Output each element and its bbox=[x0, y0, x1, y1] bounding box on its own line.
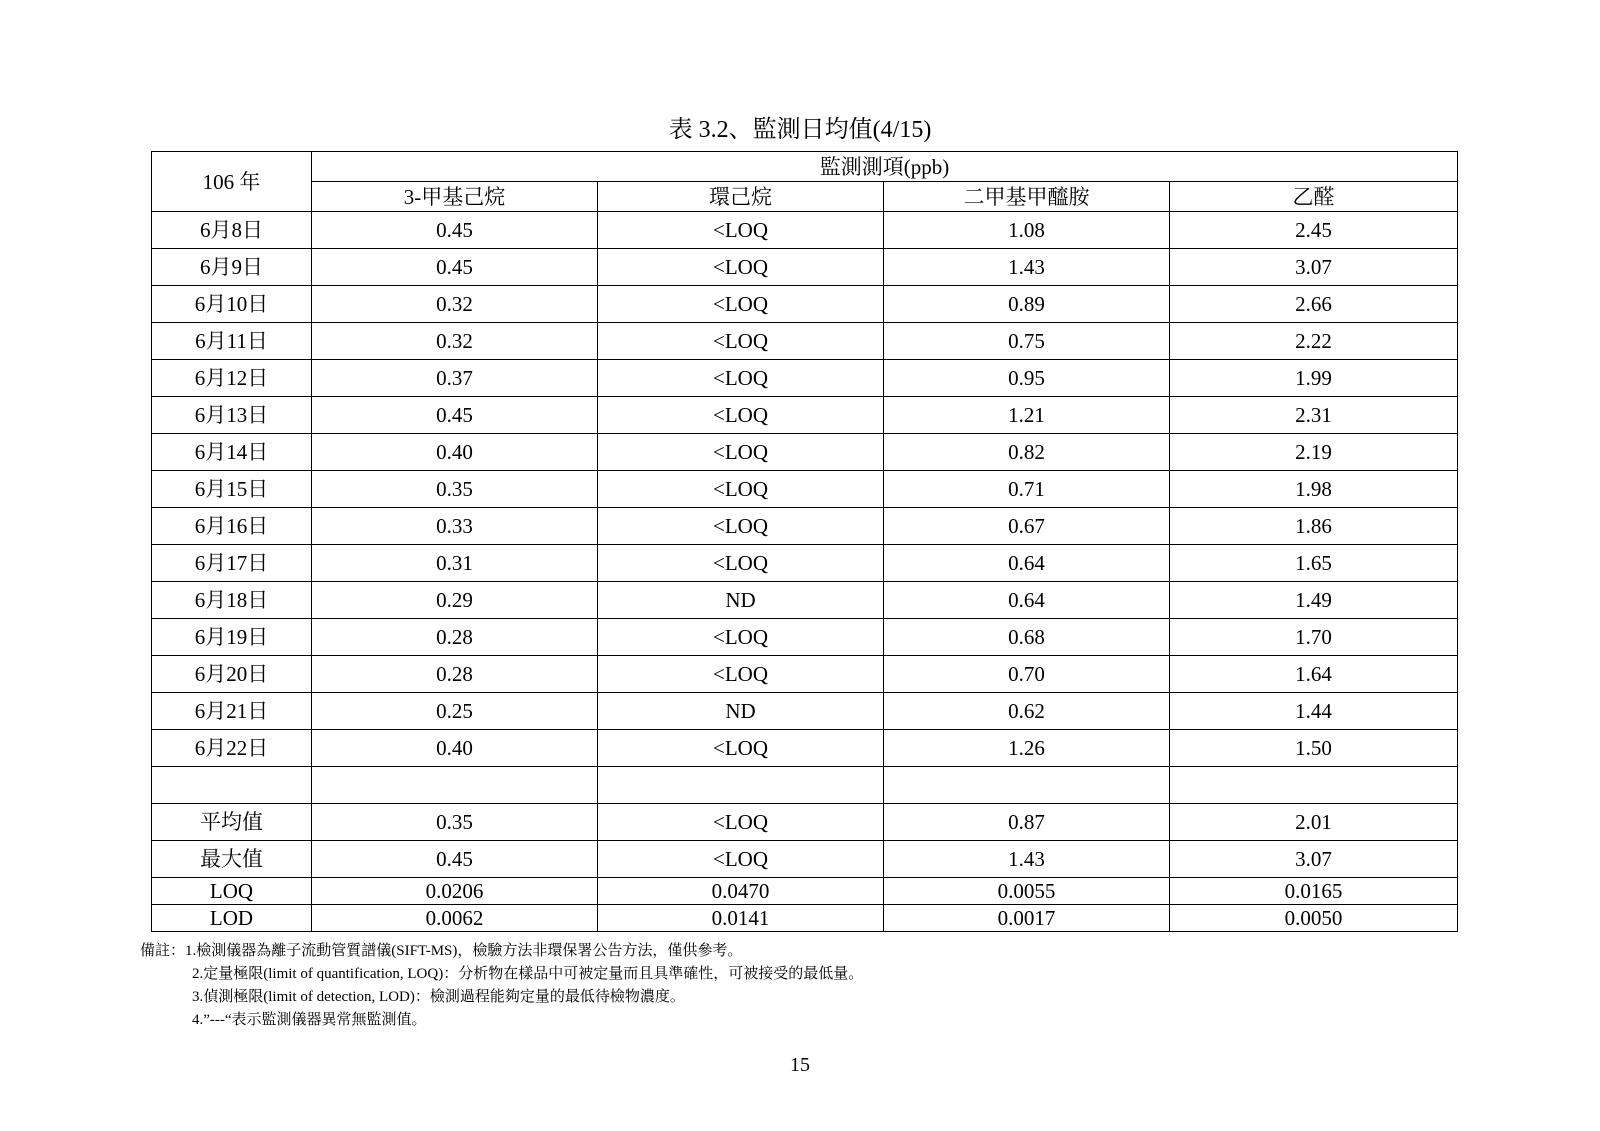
cell-value: <LOQ bbox=[598, 804, 884, 841]
cell-value: 0.0206 bbox=[312, 878, 598, 905]
header-row-top bbox=[152, 152, 1458, 182]
limit-row bbox=[152, 905, 1458, 932]
cell-value: <LOQ bbox=[598, 249, 884, 286]
column-header: 乙醛 bbox=[1170, 182, 1458, 212]
cell-value: <LOQ bbox=[598, 545, 884, 582]
monitoring-table bbox=[151, 151, 1458, 932]
cell-value: 0.40 bbox=[312, 730, 598, 767]
row-label: 6月22日 bbox=[152, 730, 312, 767]
table-row bbox=[152, 212, 1458, 249]
table-row bbox=[152, 656, 1458, 693]
row-label: 6月18日 bbox=[152, 582, 312, 619]
table-row bbox=[152, 434, 1458, 471]
cell-value: <LOQ bbox=[598, 323, 884, 360]
cell-value: 0.35 bbox=[312, 471, 598, 508]
table-row bbox=[152, 323, 1458, 360]
cell-value: 0.70 bbox=[884, 656, 1170, 693]
row-label: 最大值 bbox=[152, 841, 312, 878]
cell-value: ND bbox=[598, 582, 884, 619]
cell-value bbox=[598, 767, 884, 804]
row-label: 6月17日 bbox=[152, 545, 312, 582]
cell-value: 1.49 bbox=[1170, 582, 1458, 619]
row-label: 6月12日 bbox=[152, 360, 312, 397]
cell-value: ND bbox=[598, 693, 884, 730]
cell-value: 0.64 bbox=[884, 582, 1170, 619]
cell-value: 0.82 bbox=[884, 434, 1170, 471]
cell-value: 2.66 bbox=[1170, 286, 1458, 323]
cell-value: 0.32 bbox=[312, 323, 598, 360]
cell-value: 0.33 bbox=[312, 508, 598, 545]
row-label: 6月14日 bbox=[152, 434, 312, 471]
cell-value: 0.45 bbox=[312, 397, 598, 434]
cell-value: 0.87 bbox=[884, 804, 1170, 841]
cell-value: 0.67 bbox=[884, 508, 1170, 545]
table-row bbox=[152, 582, 1458, 619]
cell-value: 0.25 bbox=[312, 693, 598, 730]
cell-value: 0.0017 bbox=[884, 905, 1170, 932]
row-label: 6月20日 bbox=[152, 656, 312, 693]
row-label: 平均值 bbox=[152, 804, 312, 841]
cell-value: 0.29 bbox=[312, 582, 598, 619]
table-row bbox=[152, 693, 1458, 730]
group-header: 監測測項(ppb) bbox=[312, 152, 1458, 182]
table-row bbox=[152, 286, 1458, 323]
cell-value: 1.70 bbox=[1170, 619, 1458, 656]
cell-value: <LOQ bbox=[598, 212, 884, 249]
cell-value: <LOQ bbox=[598, 730, 884, 767]
cell-value: 2.22 bbox=[1170, 323, 1458, 360]
cell-value: <LOQ bbox=[598, 286, 884, 323]
cell-value: 0.0470 bbox=[598, 878, 884, 905]
note-3: 3.偵測極限(limit of detection, LOD)：檢測過程能夠定量的最低待檢物濃度。 bbox=[192, 989, 685, 1005]
summary-row bbox=[152, 841, 1458, 878]
table-row bbox=[152, 360, 1458, 397]
cell-value bbox=[884, 767, 1170, 804]
cell-value: 2.31 bbox=[1170, 397, 1458, 434]
cell-value: 0.35 bbox=[312, 804, 598, 841]
cell-value: 1.65 bbox=[1170, 545, 1458, 582]
cell-value: <LOQ bbox=[598, 619, 884, 656]
cell-value: 0.0165 bbox=[1170, 878, 1458, 905]
cell-value: 3.07 bbox=[1170, 841, 1458, 878]
cell-value: 1.86 bbox=[1170, 508, 1458, 545]
cell-value: 0.71 bbox=[884, 471, 1170, 508]
column-header: 3-甲基己烷 bbox=[312, 182, 598, 212]
cell-value: 1.26 bbox=[884, 730, 1170, 767]
cell-value: 1.43 bbox=[884, 249, 1170, 286]
row-label: 6月16日 bbox=[152, 508, 312, 545]
column-header: 環己烷 bbox=[598, 182, 884, 212]
year-header: 106 年 bbox=[152, 152, 312, 212]
cell-value: 0.28 bbox=[312, 656, 598, 693]
table-row bbox=[152, 545, 1458, 582]
header-row-columns bbox=[152, 182, 1458, 212]
table-row bbox=[152, 397, 1458, 434]
cell-value: 0.64 bbox=[884, 545, 1170, 582]
cell-value: <LOQ bbox=[598, 471, 884, 508]
cell-value: 0.31 bbox=[312, 545, 598, 582]
cell-value: <LOQ bbox=[598, 397, 884, 434]
cell-value: 1.50 bbox=[1170, 730, 1458, 767]
cell-value: <LOQ bbox=[598, 508, 884, 545]
cell-value: 0.37 bbox=[312, 360, 598, 397]
cell-value: 0.75 bbox=[884, 323, 1170, 360]
cell-value: 2.45 bbox=[1170, 212, 1458, 249]
table-row bbox=[152, 767, 1458, 804]
table-row bbox=[152, 471, 1458, 508]
table-row bbox=[152, 619, 1458, 656]
cell-value: <LOQ bbox=[598, 656, 884, 693]
cell-value: 1.43 bbox=[884, 841, 1170, 878]
cell-value: 1.08 bbox=[884, 212, 1170, 249]
cell-value: <LOQ bbox=[598, 841, 884, 878]
cell-value: <LOQ bbox=[598, 434, 884, 471]
cell-value: <LOQ bbox=[598, 360, 884, 397]
cell-value: 1.21 bbox=[884, 397, 1170, 434]
page-number: 15 bbox=[790, 1054, 810, 1076]
cell-value: 3.07 bbox=[1170, 249, 1458, 286]
column-header: 二甲基甲醯胺 bbox=[884, 182, 1170, 212]
cell-value: 0.89 bbox=[884, 286, 1170, 323]
table-row bbox=[152, 249, 1458, 286]
cell-value: 0.0055 bbox=[884, 878, 1170, 905]
cell-value: 1.64 bbox=[1170, 656, 1458, 693]
cell-value: 0.0141 bbox=[598, 905, 884, 932]
row-label: 6月15日 bbox=[152, 471, 312, 508]
table-row bbox=[152, 730, 1458, 767]
cell-value: 2.19 bbox=[1170, 434, 1458, 471]
note-2: 2.定量極限(limit of quantification, LOQ)：分析物在樣品中可被定量而且具準確性，可被接受的最低量。 bbox=[192, 966, 864, 982]
cell-value: 0.45 bbox=[312, 212, 598, 249]
cell-value: 0.62 bbox=[884, 693, 1170, 730]
cell-value bbox=[312, 767, 598, 804]
cell-value: 0.40 bbox=[312, 434, 598, 471]
row-label: 6月9日 bbox=[152, 249, 312, 286]
cell-value: 0.95 bbox=[884, 360, 1170, 397]
cell-value: 1.99 bbox=[1170, 360, 1458, 397]
cell-value: 0.28 bbox=[312, 619, 598, 656]
cell-value bbox=[1170, 767, 1458, 804]
cell-value: 1.98 bbox=[1170, 471, 1458, 508]
cell-value: 0.45 bbox=[312, 249, 598, 286]
cell-value: 0.0050 bbox=[1170, 905, 1458, 932]
footnotes bbox=[140, 940, 863, 1032]
note-4: 4.”---“表示監測儀器異常無監測值。 bbox=[192, 1012, 427, 1028]
row-label: LOD bbox=[152, 905, 312, 932]
row-label: 6月11日 bbox=[152, 323, 312, 360]
row-label: 6月19日 bbox=[152, 619, 312, 656]
row-label: 6月21日 bbox=[152, 693, 312, 730]
cell-value: 0.0062 bbox=[312, 905, 598, 932]
cell-value: 0.45 bbox=[312, 841, 598, 878]
row-label bbox=[152, 767, 312, 804]
row-label: 6月13日 bbox=[152, 397, 312, 434]
row-label: 6月10日 bbox=[152, 286, 312, 323]
table-row bbox=[152, 508, 1458, 545]
table-caption: 表 3.2、監測日均值(4/15) bbox=[668, 117, 932, 143]
summary-row bbox=[152, 804, 1458, 841]
row-label: LOQ bbox=[152, 878, 312, 905]
row-label: 6月8日 bbox=[152, 212, 312, 249]
cell-value: 1.44 bbox=[1170, 693, 1458, 730]
note-1: 備註：1.檢測儀器為離子流動管質譜儀(SIFT-MS)，檢驗方法非環保署公告方法，僅供參考。 bbox=[140, 943, 743, 959]
cell-value: 0.68 bbox=[884, 619, 1170, 656]
cell-value: 2.01 bbox=[1170, 804, 1458, 841]
cell-value: 0.32 bbox=[312, 286, 598, 323]
limit-row bbox=[152, 878, 1458, 905]
